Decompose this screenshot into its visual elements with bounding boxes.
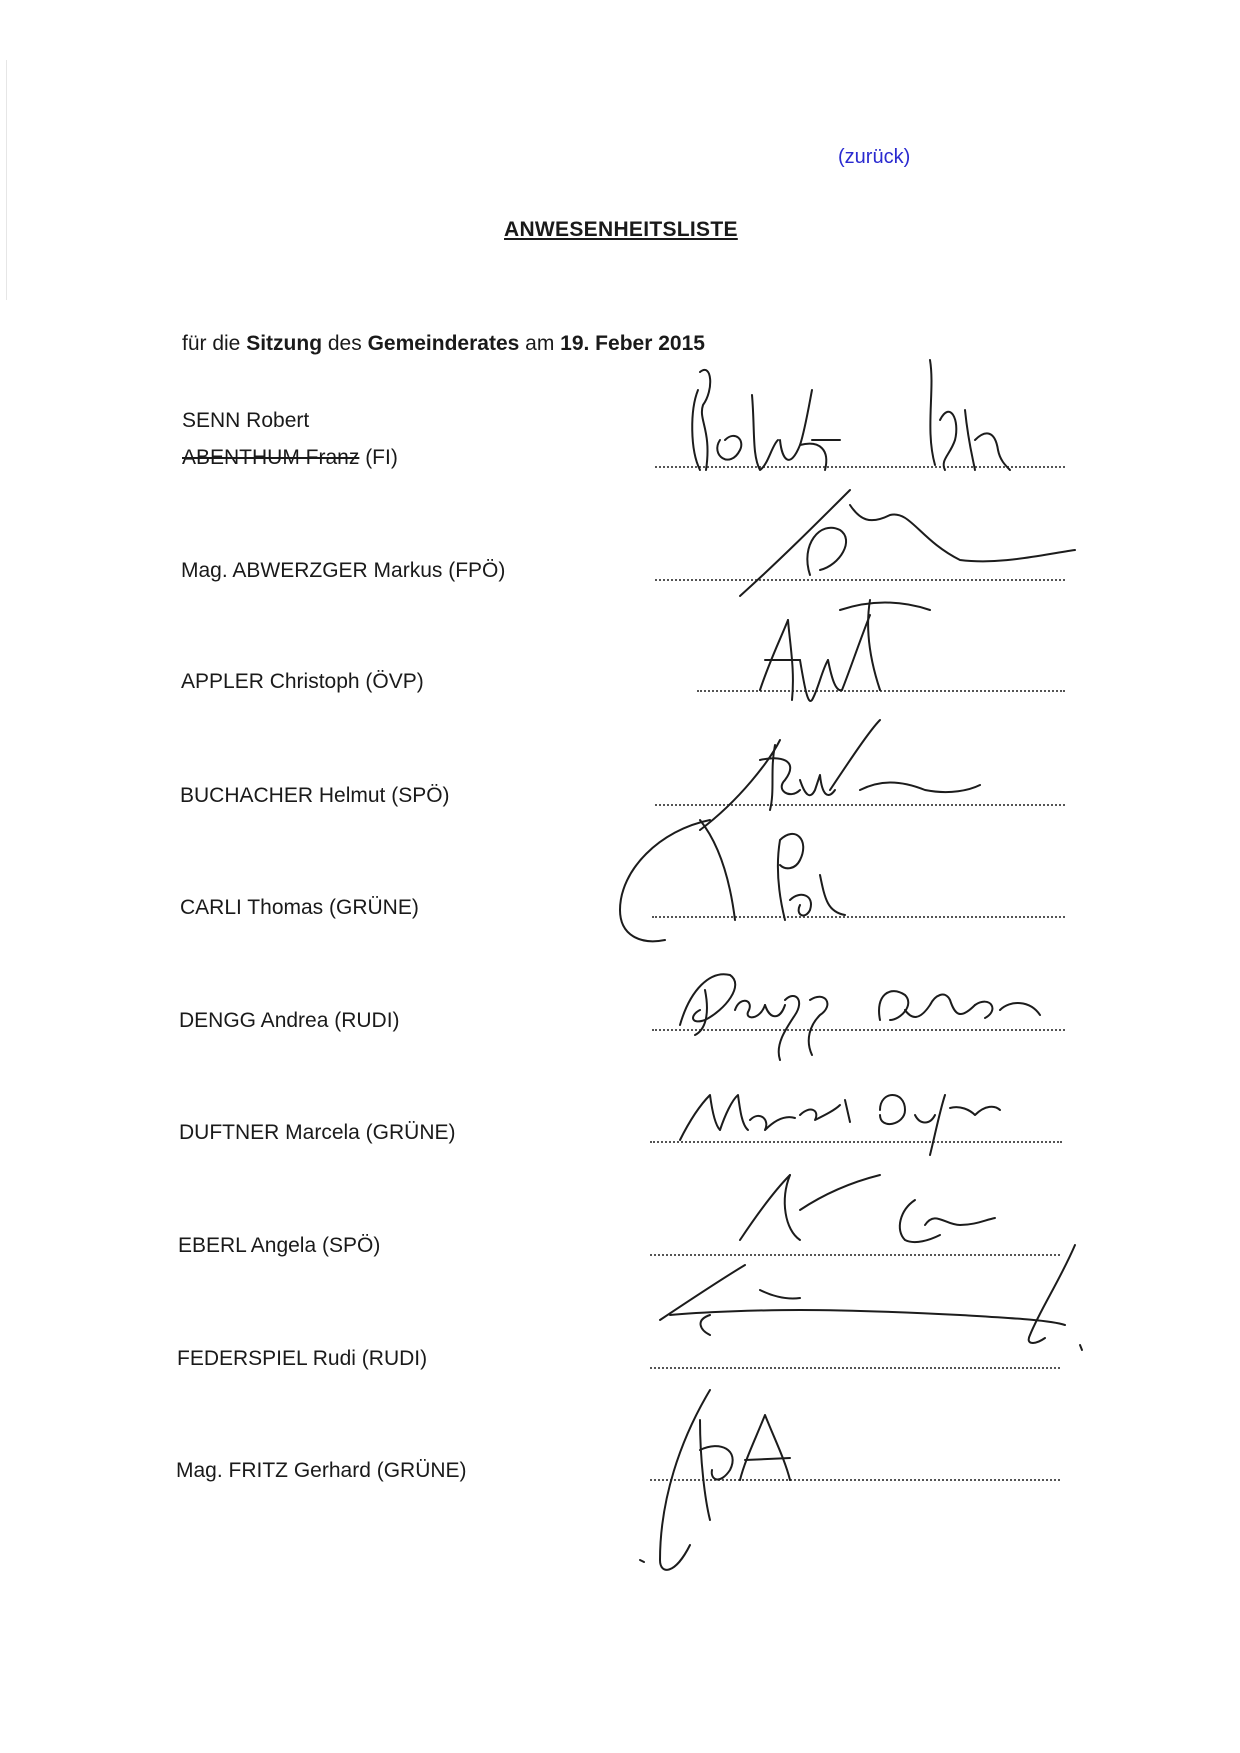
signature-senn <box>692 360 1010 470</box>
back-link[interactable]: (zurück) <box>838 146 911 168</box>
signature-line <box>650 1141 1062 1143</box>
signature-dengg <box>680 974 1040 1060</box>
attendee-name: DENGG Andrea (RUDI) <box>179 1009 400 1032</box>
signature-duftner <box>680 1095 1000 1155</box>
subtitle-bold-2: Gemeinderates <box>367 332 520 355</box>
signature-line <box>655 804 1065 806</box>
signature-buchacher <box>700 720 980 830</box>
signature-line <box>650 1367 1060 1369</box>
subtitle-text-3: am <box>519 332 561 355</box>
signature-line <box>652 1029 1065 1031</box>
attendee-name-substituted <box>182 446 398 470</box>
scan-edge <box>6 60 7 300</box>
signature-eberl <box>740 1175 995 1242</box>
page-title: ANWESENHEITSLISTE <box>504 218 738 241</box>
signature-line <box>697 690 1065 692</box>
attendee-name: APPLER Christoph (ÖVP) <box>181 670 424 693</box>
signature-line <box>650 1254 1060 1256</box>
signature-line <box>655 466 1065 468</box>
attendee-name: Mag. FRITZ Gerhard (GRÜNE) <box>176 1459 467 1482</box>
signature-appler <box>760 600 930 701</box>
attendee-name: SENN Robert <box>182 409 310 432</box>
attendee-name: EBERL Angela (SPÖ) <box>178 1234 381 1257</box>
struck-name: ABENTHUM Franz <box>182 446 360 469</box>
signature-line <box>650 1479 1060 1481</box>
signature-line <box>652 916 1065 918</box>
attendee-name: Mag. ABWERZGER Markus (FPÖ) <box>181 559 506 582</box>
attendee-name: DUFTNER Marcela (GRÜNE) <box>179 1121 456 1144</box>
attendee-name: BUCHACHER Helmut (SPÖ) <box>180 784 450 807</box>
meeting-subtitle <box>182 332 705 356</box>
subtitle-bold-1: Sitzung <box>246 332 323 355</box>
attendee-name: FEDERSPIEL Rudi (RUDI) <box>177 1347 428 1370</box>
signature-line <box>655 579 1065 581</box>
signature-federspiel <box>660 1245 1082 1350</box>
attendee-name: CARLI Thomas (GRÜNE) <box>180 896 419 919</box>
signature-carli <box>620 820 845 941</box>
subtitle-text-1: für die <box>182 332 247 355</box>
subtitle-text-2: des <box>322 332 368 355</box>
meeting-date: 19. Feber 2015 <box>560 332 705 355</box>
party-label: (FI) <box>359 446 398 469</box>
